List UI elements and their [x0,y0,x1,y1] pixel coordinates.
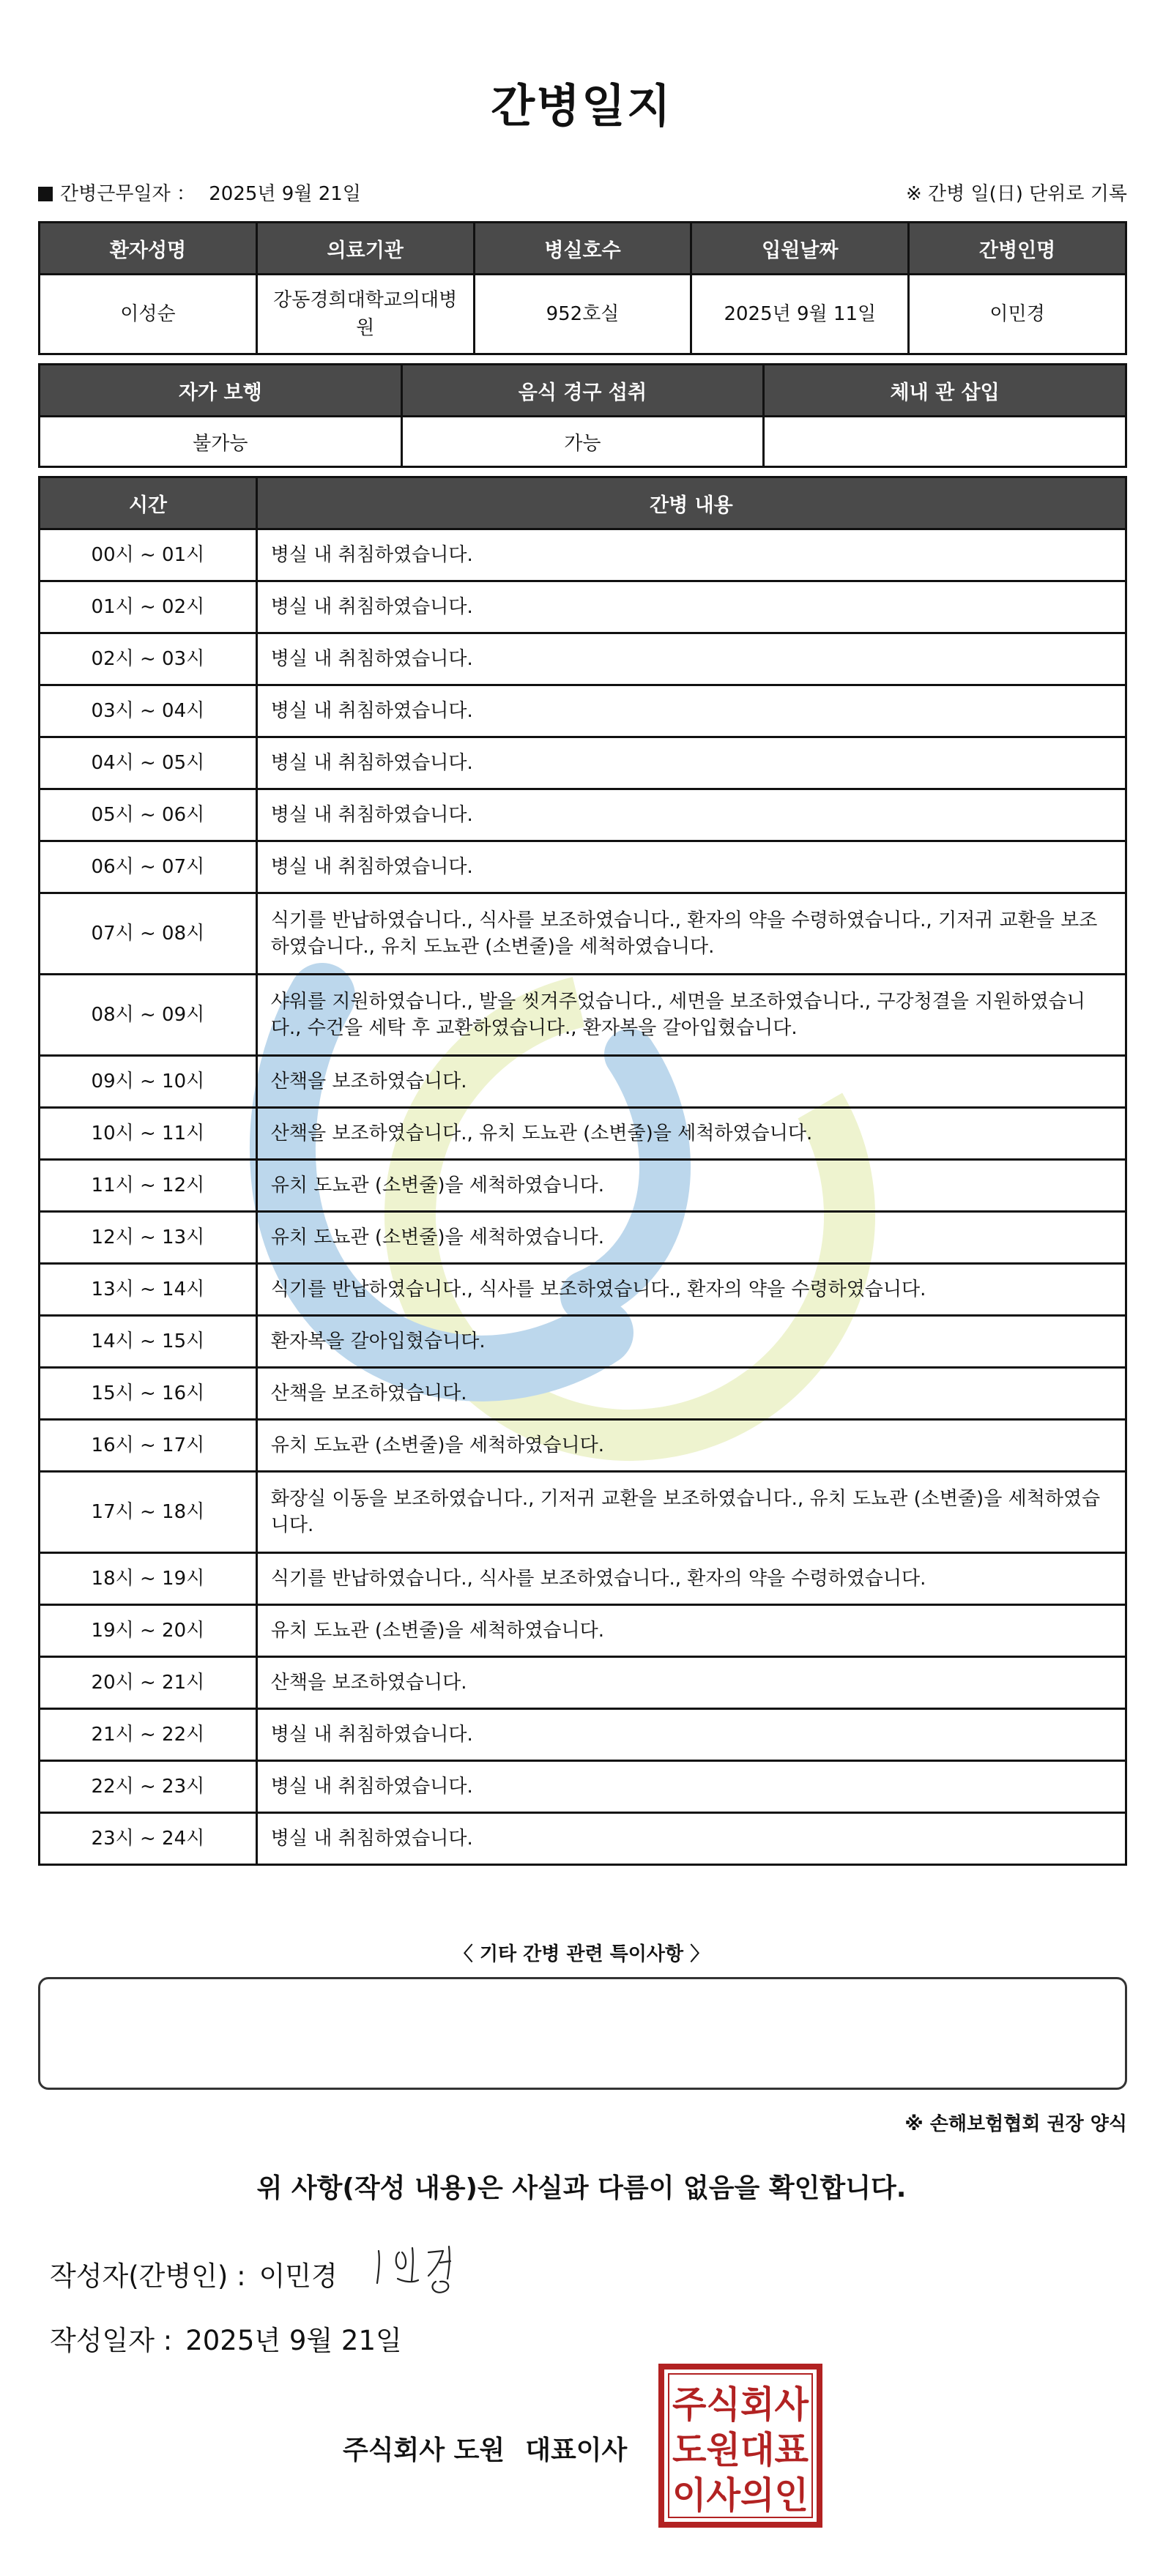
other-notes-label: 〈 기타 간병 관련 특이사항 〉 [453,1943,710,1965]
log-content: 산책을 보조하였습니다. [256,1657,1126,1709]
write-date-value: 2025년 9월 21일 [185,2325,402,2356]
log-content: 유치 도뇨관 (소변줄)을 세척하였습니다. [256,1212,1126,1264]
header-time: 시간 [40,477,257,529]
patient-name: 이성순 [40,275,257,354]
log-time: 00시 ~ 01시 [40,529,257,581]
work-date-row [38,179,1127,209]
header-self-walking: 자가 보행 [40,365,402,417]
log-content: 병실 내 취침하였습니다. [256,633,1126,685]
caregiver-name: 이민경 [909,275,1126,354]
log-content: 산책을 보조하였습니다., 유치 도뇨관 (소변줄)을 세척하였습니다. [256,1108,1126,1160]
table-header-row [40,477,1126,529]
table-row [40,1160,1126,1212]
company-name: 주식회사 도원 [343,2435,505,2465]
log-time: 21시 ~ 22시 [40,1709,257,1761]
log-time: 18시 ~ 19시 [40,1553,257,1605]
table-row [40,1056,1126,1108]
table-row [40,1657,1126,1709]
log-time: 10시 ~ 11시 [40,1108,257,1160]
table-row [40,633,1126,685]
ceo-title: 대표이사 [525,2435,628,2465]
table-header-row [40,223,1126,275]
table-row [40,417,1126,467]
log-time: 03시 ~ 04시 [40,685,257,737]
hospital-name: 강동경희대학교의대병원 [256,275,474,354]
log-time: 20시 ~ 21시 [40,1657,257,1709]
patient-info-table [38,221,1127,355]
log-time: 11시 ~ 12시 [40,1160,257,1212]
table-row [40,1420,1126,1472]
log-time: 05시 ~ 06시 [40,789,257,841]
log-content: 병실 내 취침하였습니다. [256,529,1126,581]
header-care-content: 간병 내용 [256,477,1126,529]
log-time: 12시 ~ 13시 [40,1212,257,1264]
log-content: 환자복을 갈아입혔습니다. [256,1316,1126,1368]
log-content: 유치 도뇨관 (소변줄)을 세척하였습니다. [256,1420,1126,1472]
oral-intake-value: 가능 [401,417,764,467]
header-patient-name: 환자성명 [40,223,257,275]
svg-text:이사의인: 이사의인 [672,2474,809,2517]
table-row [40,975,1126,1056]
admission-date: 2025년 9월 11일 [691,275,909,354]
work-date-label: 간병근무일자 ： [60,183,196,205]
other-notes-box [38,1977,1127,2090]
association-note: ※ 손해보험협회 권장 양식 [904,2113,1127,2135]
writer-name: 이민경 [259,2260,338,2292]
log-time: 07시 ~ 08시 [40,893,257,975]
log-content: 유치 도뇨관 (소변줄)을 세척하였습니다. [256,1160,1126,1212]
table-row [40,1813,1126,1865]
work-date-value: 2025년 9월 21일 [209,183,361,205]
log-content: 유치 도뇨관 (소변줄)을 세척하였습니다. [256,1605,1126,1657]
table-row [40,529,1126,581]
log-content: 샤워를 지원하였습니다., 발을 씻겨주었습니다., 세면을 보조하였습니다., 구강청결을 지원하였습니다., 수건을 세탁 후 교환하였습니다., 환자복을 갈아입혔습니다. [256,975,1126,1056]
log-time: 22시 ~ 23시 [40,1761,257,1813]
square-bullet-icon [38,187,53,201]
writer-line [50,2254,338,2293]
table-row [40,1264,1126,1316]
header-hospital: 의료기관 [256,223,474,275]
write-date-label: 작성일자 : [50,2325,173,2356]
log-time: 14시 ~ 15시 [40,1316,257,1368]
log-content: 화장실 이동을 보조하였습니다., 기저귀 교환을 보조하였습니다., 유치 도뇨관 (소변줄)을 세척하였습니다. [256,1472,1126,1553]
table-row [40,841,1126,893]
log-time: 17시 ~ 18시 [40,1472,257,1553]
table-header-row [40,365,1126,417]
log-time: 02시 ~ 03시 [40,633,257,685]
table-row [40,1212,1126,1264]
company-line [343,2430,627,2467]
log-content: 병실 내 취침하였습니다. [256,1761,1126,1813]
log-content: 식기를 반납하였습니다., 식사를 보조하였습니다., 환자의 약을 수령하였습니다. [256,1264,1126,1316]
log-time: 04시 ~ 05시 [40,737,257,789]
log-time: 16시 ~ 17시 [40,1420,257,1472]
patient-status-table [38,363,1127,468]
log-content: 식기를 반납하였습니다., 식사를 보조하였습니다., 환자의 약을 수령하였습니다. [256,1553,1126,1605]
signature-icon [370,2238,480,2296]
table-row [40,275,1126,354]
header-caregiver-name: 간병인명 [909,223,1126,275]
log-time: 06시 ~ 07시 [40,841,257,893]
log-time: 23시 ~ 24시 [40,1813,257,1865]
write-date-line [50,2318,402,2358]
log-time: 19시 ~ 20시 [40,1605,257,1657]
log-content: 병실 내 취침하였습니다. [256,1813,1126,1865]
svg-text:도원대표: 도원대표 [672,2429,809,2471]
table-row [40,737,1126,789]
room-number: 952호실 [474,275,691,354]
log-content: 산책을 보조하였습니다. [256,1056,1126,1108]
log-time: 15시 ~ 16시 [40,1368,257,1420]
self-walking-value: 불가능 [40,417,402,467]
writer-label: 작성자(간병인) : [50,2260,246,2292]
log-content: 병실 내 취침하였습니다. [256,789,1126,841]
header-oral-intake: 음식 경구 섭취 [401,365,764,417]
log-content: 병실 내 취침하였습니다. [256,581,1126,633]
table-row [40,581,1126,633]
company-seal-icon [658,2363,823,2528]
confirmation-statement: 위 사항(작성 내용)은 사실과 다름이 없음을 확인합니다. [256,2173,907,2203]
table-row [40,1108,1126,1160]
log-content: 병실 내 취침하였습니다. [256,685,1126,737]
log-content: 병실 내 취침하였습니다. [256,1709,1126,1761]
page-title: 간병일지 [491,79,672,133]
log-time: 08시 ~ 09시 [40,975,257,1056]
header-tube-insertion: 체내 관 삽입 [764,365,1126,417]
log-time: 09시 ~ 10시 [40,1056,257,1108]
table-row [40,685,1126,737]
record-note: ※ 간병 일(日) 단위로 기록 [905,183,1127,205]
table-row [40,1368,1126,1420]
table-row [40,1709,1126,1761]
svg-text:주식회사: 주식회사 [672,2383,809,2426]
log-content: 병실 내 취침하였습니다. [256,737,1126,789]
table-row [40,1472,1126,1553]
hourly-care-log-table [38,476,1127,1866]
log-time: 01시 ~ 02시 [40,581,257,633]
log-content: 산책을 보조하였습니다. [256,1368,1126,1420]
log-time: 13시 ~ 14시 [40,1264,257,1316]
table-row [40,1605,1126,1657]
log-content: 병실 내 취침하였습니다. [256,841,1126,893]
log-content: 식기를 반납하였습니다., 식사를 보조하였습니다., 환자의 약을 수령하였습니다., 기저귀 교환을 보조하였습니다., 유치 도뇨관 (소변줄)을 세척하였습니다. [256,893,1126,975]
table-row [40,1761,1126,1813]
header-admission-date: 입원날짜 [691,223,909,275]
log-body [40,529,1126,1865]
table-row [40,789,1126,841]
tube-insertion-value [764,417,1126,467]
table-row [40,893,1126,975]
header-room-number: 병실호수 [474,223,691,275]
table-row [40,1553,1126,1605]
table-row [40,1316,1126,1368]
